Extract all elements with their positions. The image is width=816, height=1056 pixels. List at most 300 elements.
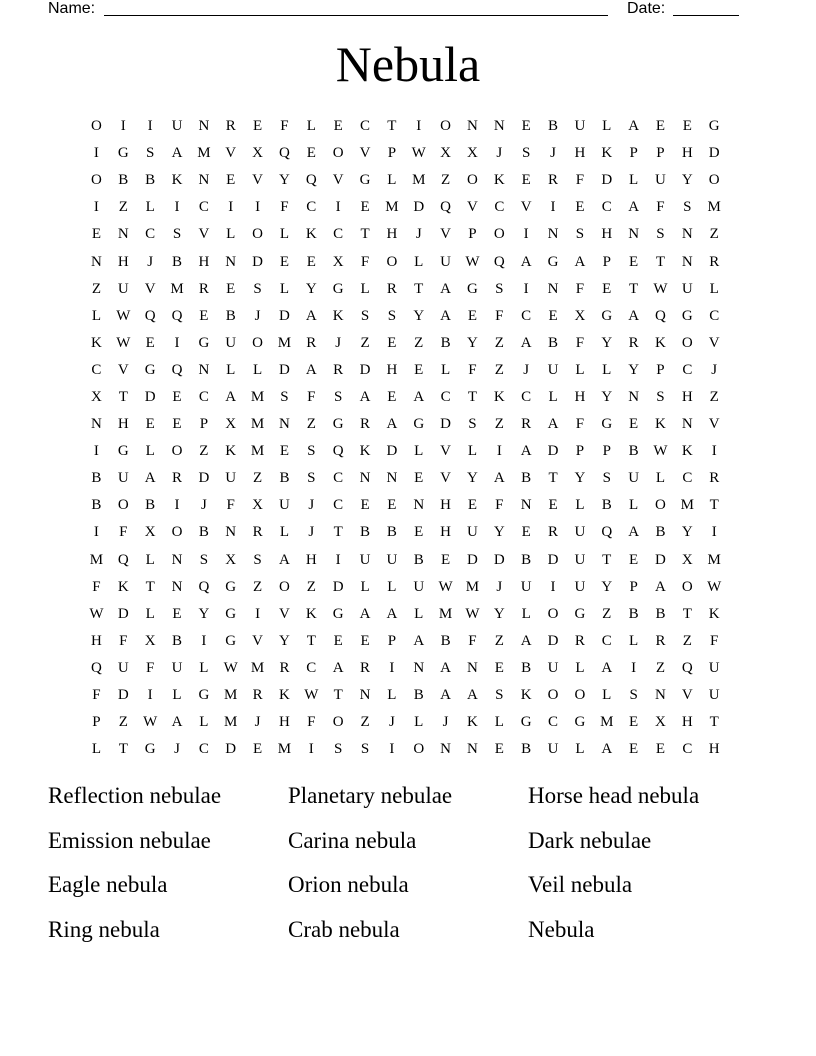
grid-letter: M bbox=[197, 145, 211, 162]
grid-letter: A bbox=[386, 416, 398, 433]
grid-letter: S bbox=[333, 388, 343, 405]
grid-letter: P bbox=[199, 416, 209, 433]
grid-letter: A bbox=[305, 361, 317, 378]
grid-letter: H bbox=[305, 551, 317, 568]
grid-letter: O bbox=[493, 226, 505, 243]
grid-letter: C bbox=[548, 714, 559, 731]
grid-letter: D bbox=[547, 632, 559, 649]
grid-letter: E bbox=[575, 199, 585, 216]
grid-letter: F bbox=[468, 361, 477, 378]
grid-letter: M bbox=[277, 334, 292, 351]
grid-letter: D bbox=[225, 741, 237, 758]
grid-letter: Y bbox=[279, 172, 290, 189]
grid-letter: V bbox=[440, 226, 452, 243]
grid-letter: N bbox=[467, 118, 478, 135]
name-blank[interactable] bbox=[104, 0, 608, 16]
grid-letter: C bbox=[601, 199, 612, 216]
grid-letter: L bbox=[279, 226, 290, 243]
grid-letter: O bbox=[332, 145, 344, 162]
grid-letter: K bbox=[305, 605, 317, 622]
grid-letter: Y bbox=[628, 361, 640, 378]
grid-letter: T bbox=[118, 741, 128, 758]
grid-letter: U bbox=[547, 659, 559, 676]
grid-letter: Y bbox=[305, 280, 317, 297]
grid-letter: I bbox=[201, 632, 207, 649]
grid-letter: S bbox=[307, 443, 316, 460]
grid-letter: Q bbox=[493, 253, 505, 270]
grid-letter: W bbox=[411, 145, 426, 162]
grid-letter: S bbox=[253, 280, 262, 297]
grid-letter: A bbox=[440, 659, 452, 676]
grid-letter: E bbox=[387, 497, 397, 514]
grid-letter: H bbox=[681, 145, 693, 162]
grid-letter: E bbox=[441, 551, 451, 568]
grid-letter: Y bbox=[467, 334, 478, 351]
grid-letter: E bbox=[521, 172, 531, 189]
grid-letter: N bbox=[628, 388, 640, 405]
grid-letter: A bbox=[655, 578, 666, 595]
grid-letter: S bbox=[656, 226, 665, 243]
word-list-item: Eagle nebula bbox=[48, 872, 168, 897]
grid-letter: E bbox=[655, 118, 666, 135]
grid-letter: E bbox=[253, 741, 263, 758]
grid-letter: A bbox=[413, 632, 425, 649]
grid-letter: O bbox=[91, 172, 102, 189]
grid-letter: E bbox=[387, 334, 397, 351]
grid-letter: E bbox=[629, 714, 639, 731]
grid-letter: Z bbox=[414, 334, 424, 351]
word-list-item: Crab nebula bbox=[288, 916, 400, 942]
grid-letter: V bbox=[117, 361, 129, 378]
grid-letter: B bbox=[548, 334, 559, 351]
grid-letter: I bbox=[228, 199, 234, 216]
grid-letter: C bbox=[601, 632, 612, 649]
grid-letter: E bbox=[253, 118, 263, 135]
grid-letter: Z bbox=[682, 632, 692, 649]
grid-letter: E bbox=[548, 307, 558, 324]
grid-letter: V bbox=[681, 687, 693, 704]
grid-letter: K bbox=[681, 443, 693, 460]
grid-letter: X bbox=[332, 253, 344, 270]
grid-letter: E bbox=[360, 497, 370, 514]
grid-letter: B bbox=[172, 632, 183, 649]
grid-letter: F bbox=[119, 632, 128, 649]
grid-letter: V bbox=[252, 632, 263, 649]
grid-letter: B bbox=[655, 524, 666, 541]
grid-letter: R bbox=[574, 632, 585, 649]
grid-letter: L bbox=[145, 443, 155, 460]
grid-letter: K bbox=[305, 226, 317, 243]
grid-letter: V bbox=[144, 280, 156, 297]
grid-letter: W bbox=[465, 605, 480, 622]
grid-letter: L bbox=[414, 443, 424, 460]
grid-letter: D bbox=[359, 361, 371, 378]
grid-letter: O bbox=[332, 714, 344, 731]
grid-letter: K bbox=[708, 605, 720, 622]
grid-letter: A bbox=[467, 687, 478, 704]
grid-letter: E bbox=[467, 497, 478, 514]
grid-letter: U bbox=[655, 172, 666, 189]
grid-letter: U bbox=[171, 659, 183, 676]
grid-letter: E bbox=[629, 551, 639, 568]
grid-letter: L bbox=[91, 307, 102, 324]
grid-letter: U bbox=[117, 470, 129, 487]
grid-letter: A bbox=[601, 659, 613, 676]
grid-letter: N bbox=[467, 741, 478, 758]
grid-letter: A bbox=[628, 118, 640, 135]
grid-letter: U bbox=[520, 578, 532, 595]
grid-letter: R bbox=[709, 470, 720, 487]
grid-letter: X bbox=[440, 145, 452, 162]
grid-letter: B bbox=[601, 497, 612, 514]
grid-letter: N bbox=[386, 470, 398, 487]
grid-letter: Z bbox=[306, 578, 316, 595]
grid-letter: L bbox=[91, 741, 102, 758]
grid-letter: F bbox=[495, 497, 504, 514]
grid-letter: Z bbox=[494, 632, 504, 649]
grid-letter: P bbox=[602, 253, 611, 270]
grid-letter: Z bbox=[360, 714, 370, 731]
grid-letter: E bbox=[360, 199, 370, 216]
grid-letter: M bbox=[250, 388, 265, 405]
grid-letter: I bbox=[120, 118, 126, 135]
grid-letter: K bbox=[279, 687, 290, 704]
grid-letter: B bbox=[413, 551, 424, 568]
grid-letter: L bbox=[253, 361, 263, 378]
grid-letter: M bbox=[707, 551, 721, 568]
grid-letter: V bbox=[279, 605, 290, 622]
grid-letter: I bbox=[93, 199, 99, 216]
grid-letter: S bbox=[360, 741, 370, 758]
word-list bbox=[48, 778, 808, 956]
grid-letter: K bbox=[493, 388, 505, 405]
grid-letter: R bbox=[306, 334, 317, 351]
grid-letter: T bbox=[629, 280, 639, 297]
grid-letter: A bbox=[601, 741, 613, 758]
grid-letter: K bbox=[332, 307, 344, 324]
grid-letter: S bbox=[468, 416, 477, 433]
grid-letter: G bbox=[117, 443, 129, 460]
grid-letter: U bbox=[681, 280, 693, 297]
grid-letter: O bbox=[252, 226, 263, 243]
grid-letter: D bbox=[279, 307, 290, 324]
grid-letter: C bbox=[333, 497, 344, 514]
word-list-item: Veil nebula bbox=[528, 872, 633, 897]
grid-letter: F bbox=[710, 632, 719, 649]
grid-letter: H bbox=[681, 388, 693, 405]
grid-letter: Q bbox=[681, 659, 693, 676]
grid-letter: G bbox=[144, 741, 156, 758]
date-label: Date: bbox=[627, 0, 666, 17]
grid-letter: F bbox=[92, 578, 101, 595]
grid-letter: S bbox=[522, 145, 531, 162]
grid-letter: B bbox=[521, 470, 532, 487]
grid-letter: P bbox=[629, 578, 638, 595]
grid-letter: O bbox=[547, 605, 559, 622]
grid-letter: J bbox=[415, 226, 422, 243]
grid-letter: L bbox=[629, 632, 639, 649]
grid-letter: U bbox=[467, 524, 478, 541]
grid-letter: P bbox=[656, 361, 665, 378]
grid-letter: L bbox=[279, 524, 290, 541]
grid-letter: E bbox=[145, 334, 155, 351]
grid-letter: R bbox=[198, 280, 209, 297]
grid-letter: R bbox=[709, 253, 720, 270]
grid-letter: B bbox=[386, 524, 397, 541]
grid-letter: R bbox=[360, 416, 371, 433]
grid-letter: T bbox=[387, 118, 397, 135]
grid-letter: E bbox=[91, 226, 102, 243]
grid-letter: W bbox=[438, 578, 453, 595]
grid-letter: A bbox=[279, 551, 290, 568]
grid-letter: T bbox=[306, 632, 316, 649]
grid-letter: Z bbox=[118, 199, 128, 216]
grid-letter: G bbox=[574, 605, 586, 622]
grid-letter: L bbox=[494, 714, 504, 731]
grid-letter: J bbox=[254, 307, 261, 324]
grid-letter: W bbox=[223, 659, 238, 676]
grid-letter: E bbox=[306, 145, 316, 162]
grid-letter: D bbox=[252, 253, 263, 270]
grid-letter: I bbox=[389, 659, 395, 676]
grid-letter: T bbox=[709, 714, 719, 731]
grid-letter: A bbox=[359, 388, 371, 405]
word-list-item: Carina nebula bbox=[288, 827, 417, 853]
grid-letter: B bbox=[360, 524, 371, 541]
grid-letter: S bbox=[307, 470, 316, 487]
grid-letter: S bbox=[602, 470, 611, 487]
grid-letter: D bbox=[655, 551, 666, 568]
grid-letter: Q bbox=[279, 145, 290, 162]
grid-letter: I bbox=[93, 443, 99, 460]
grid-letter: Q bbox=[198, 578, 210, 595]
grid-letter: Z bbox=[199, 443, 209, 460]
grid-letter: K bbox=[601, 145, 613, 162]
grid-letter: I bbox=[174, 334, 180, 351]
grid-letter: C bbox=[494, 199, 505, 216]
grid-letter: I bbox=[147, 687, 153, 704]
grid-letter: E bbox=[682, 118, 692, 135]
grid-letter: A bbox=[440, 307, 452, 324]
grid-letter: T bbox=[709, 497, 719, 514]
grid-letter: C bbox=[145, 226, 156, 243]
grid-letter: Z bbox=[602, 605, 612, 622]
grid-letter: G bbox=[520, 714, 532, 731]
grid-letter: R bbox=[548, 172, 559, 189]
grid-letter: R bbox=[172, 470, 183, 487]
grid-letter: L bbox=[521, 605, 531, 622]
grid-letter: C bbox=[306, 199, 317, 216]
grid-letter: V bbox=[708, 334, 720, 351]
grid-letter: Y bbox=[198, 605, 210, 622]
grid-letter: S bbox=[629, 687, 638, 704]
grid-letter: N bbox=[117, 226, 129, 243]
grid-letter: F bbox=[575, 334, 585, 351]
grid-letter: J bbox=[174, 741, 180, 758]
grid-letter: B bbox=[145, 497, 156, 514]
grid-letter: H bbox=[681, 714, 693, 731]
grid-letter: L bbox=[414, 605, 424, 622]
grid-letter: R bbox=[333, 361, 344, 378]
grid-letter: Q bbox=[305, 172, 317, 189]
grid-letter: G bbox=[574, 714, 586, 731]
grid-letter: G bbox=[413, 416, 425, 433]
grid-letter: N bbox=[198, 118, 210, 135]
grid-letter: N bbox=[413, 659, 425, 676]
grid-letter: V bbox=[359, 145, 371, 162]
grid-letter: L bbox=[709, 280, 719, 297]
grid-letter: Z bbox=[91, 280, 102, 297]
grid-letter: O bbox=[171, 524, 183, 541]
grid-letter: S bbox=[360, 307, 370, 324]
grid-letter: S bbox=[333, 741, 343, 758]
grid-letter: G bbox=[225, 578, 237, 595]
grid-letter: D bbox=[547, 551, 559, 568]
grid-letter: N bbox=[91, 253, 102, 270]
grid-letter: B bbox=[225, 307, 236, 324]
grid-letter: C bbox=[682, 741, 693, 758]
grid-letter: G bbox=[198, 334, 210, 351]
grid-letter: K bbox=[655, 334, 666, 351]
grid-letter: L bbox=[655, 470, 666, 487]
grid-letter: Q bbox=[440, 199, 452, 216]
grid-letter: D bbox=[117, 605, 129, 622]
grid-letter: I bbox=[93, 524, 99, 541]
grid-letter: I bbox=[335, 199, 341, 216]
grid-letter: E bbox=[226, 280, 236, 297]
grid-letter: S bbox=[172, 226, 182, 243]
grid-letter: E bbox=[467, 307, 478, 324]
grid-letter: M bbox=[600, 714, 614, 731]
grid-letter: S bbox=[280, 388, 289, 405]
grid-letter: K bbox=[91, 334, 102, 351]
grid-letter: E bbox=[172, 388, 182, 405]
grid-letter: T bbox=[602, 551, 612, 568]
grid-letter: W bbox=[89, 605, 104, 622]
grid-letter: Q bbox=[91, 659, 102, 676]
grid-letter: U bbox=[708, 687, 720, 704]
word-list-item: Planetary nebulae bbox=[288, 783, 453, 808]
grid-letter: A bbox=[520, 253, 532, 270]
date-blank[interactable] bbox=[673, 0, 739, 16]
grid-letter: N bbox=[547, 226, 559, 243]
grid-letter: X bbox=[252, 497, 263, 514]
grid-letter: D bbox=[493, 551, 505, 568]
grid-letter: I bbox=[174, 199, 180, 216]
grid-letter: S bbox=[387, 307, 397, 324]
grid-letter: W bbox=[707, 578, 722, 595]
grid-letter: N bbox=[225, 253, 237, 270]
grid-letter: N bbox=[681, 253, 693, 270]
grid-letter: I bbox=[631, 659, 637, 676]
grid-letter: U bbox=[359, 551, 371, 568]
grid-letter: F bbox=[119, 524, 128, 541]
grid-letter: F bbox=[307, 388, 316, 405]
grid-letter: N bbox=[681, 416, 693, 433]
grid-letter: M bbox=[224, 687, 238, 704]
grid-letter: B bbox=[628, 443, 639, 460]
grid-letter: Y bbox=[601, 388, 613, 405]
grid-letter: O bbox=[574, 687, 586, 704]
grid-letter: I bbox=[93, 145, 99, 162]
grid-letter: M bbox=[89, 551, 104, 568]
grid-letter: X bbox=[144, 632, 156, 649]
grid-letter: W bbox=[143, 714, 158, 731]
grid-letter: N bbox=[467, 659, 478, 676]
grid-letter: M bbox=[438, 605, 453, 622]
grid-letter: O bbox=[681, 578, 693, 595]
grid-letter: L bbox=[360, 280, 370, 297]
grid-letter: Z bbox=[709, 388, 719, 405]
grid-letter: K bbox=[225, 443, 237, 460]
grid-letter: H bbox=[117, 253, 129, 270]
grid-letter: N bbox=[91, 416, 102, 433]
grid-letter: C bbox=[682, 470, 693, 487]
grid-letter: I bbox=[711, 443, 717, 460]
grid-letter: L bbox=[306, 118, 316, 135]
grid-letter: X bbox=[252, 145, 263, 162]
grid-letter: L bbox=[145, 199, 155, 216]
grid-letter: W bbox=[653, 280, 668, 297]
grid-letter: P bbox=[387, 632, 397, 649]
grid-letter: D bbox=[144, 388, 156, 405]
grid-letter: I bbox=[416, 118, 422, 135]
grid-letter: Q bbox=[117, 551, 129, 568]
grid-letter: L bbox=[467, 443, 478, 460]
grid-letter: A bbox=[386, 605, 398, 622]
grid-letter: L bbox=[387, 687, 397, 704]
grid-letter: A bbox=[305, 307, 317, 324]
grid-letter: K bbox=[655, 416, 666, 433]
grid-letter: O bbox=[467, 172, 478, 189]
grid-letter: O bbox=[708, 172, 720, 189]
grid-letter: G bbox=[467, 280, 478, 297]
grid-letter: H bbox=[440, 497, 452, 514]
grid-letter: G bbox=[332, 416, 344, 433]
word-list-item: Dark nebulae bbox=[528, 827, 652, 853]
word-list-item: Emission nebulae bbox=[48, 827, 211, 853]
grid-letter: V bbox=[225, 145, 237, 162]
word-list-item: Reflection nebulae bbox=[48, 783, 222, 808]
grid-letter: K bbox=[520, 687, 532, 704]
grid-letter: O bbox=[547, 687, 559, 704]
grid-letter: B bbox=[440, 632, 451, 649]
grid-letter: B bbox=[198, 524, 209, 541]
grid-letter: R bbox=[252, 687, 263, 704]
grid-letter: N bbox=[493, 118, 505, 135]
grid-letter: B bbox=[655, 605, 666, 622]
grid-letter: F bbox=[575, 172, 585, 189]
grid-letter: X bbox=[467, 145, 478, 162]
grid-letter: U bbox=[225, 470, 237, 487]
grid-letter: O bbox=[279, 578, 290, 595]
grid-letter: P bbox=[656, 145, 665, 162]
grid-letter: H bbox=[386, 226, 398, 243]
grid-letter: Q bbox=[655, 307, 666, 324]
grid-letter: X bbox=[225, 416, 237, 433]
grid-letter: I bbox=[711, 524, 717, 541]
grid-letter: F bbox=[575, 280, 585, 297]
grid-letter: I bbox=[550, 578, 556, 595]
grid-letter: B bbox=[172, 253, 183, 270]
grid-letter: M bbox=[170, 280, 184, 297]
grid-letter: J bbox=[308, 497, 315, 514]
grid-letter: T bbox=[333, 687, 343, 704]
grid-letter: E bbox=[172, 416, 182, 433]
grid-letter: Y bbox=[681, 172, 693, 189]
grid-letter: N bbox=[440, 741, 452, 758]
grid-letter: Y bbox=[574, 470, 586, 487]
